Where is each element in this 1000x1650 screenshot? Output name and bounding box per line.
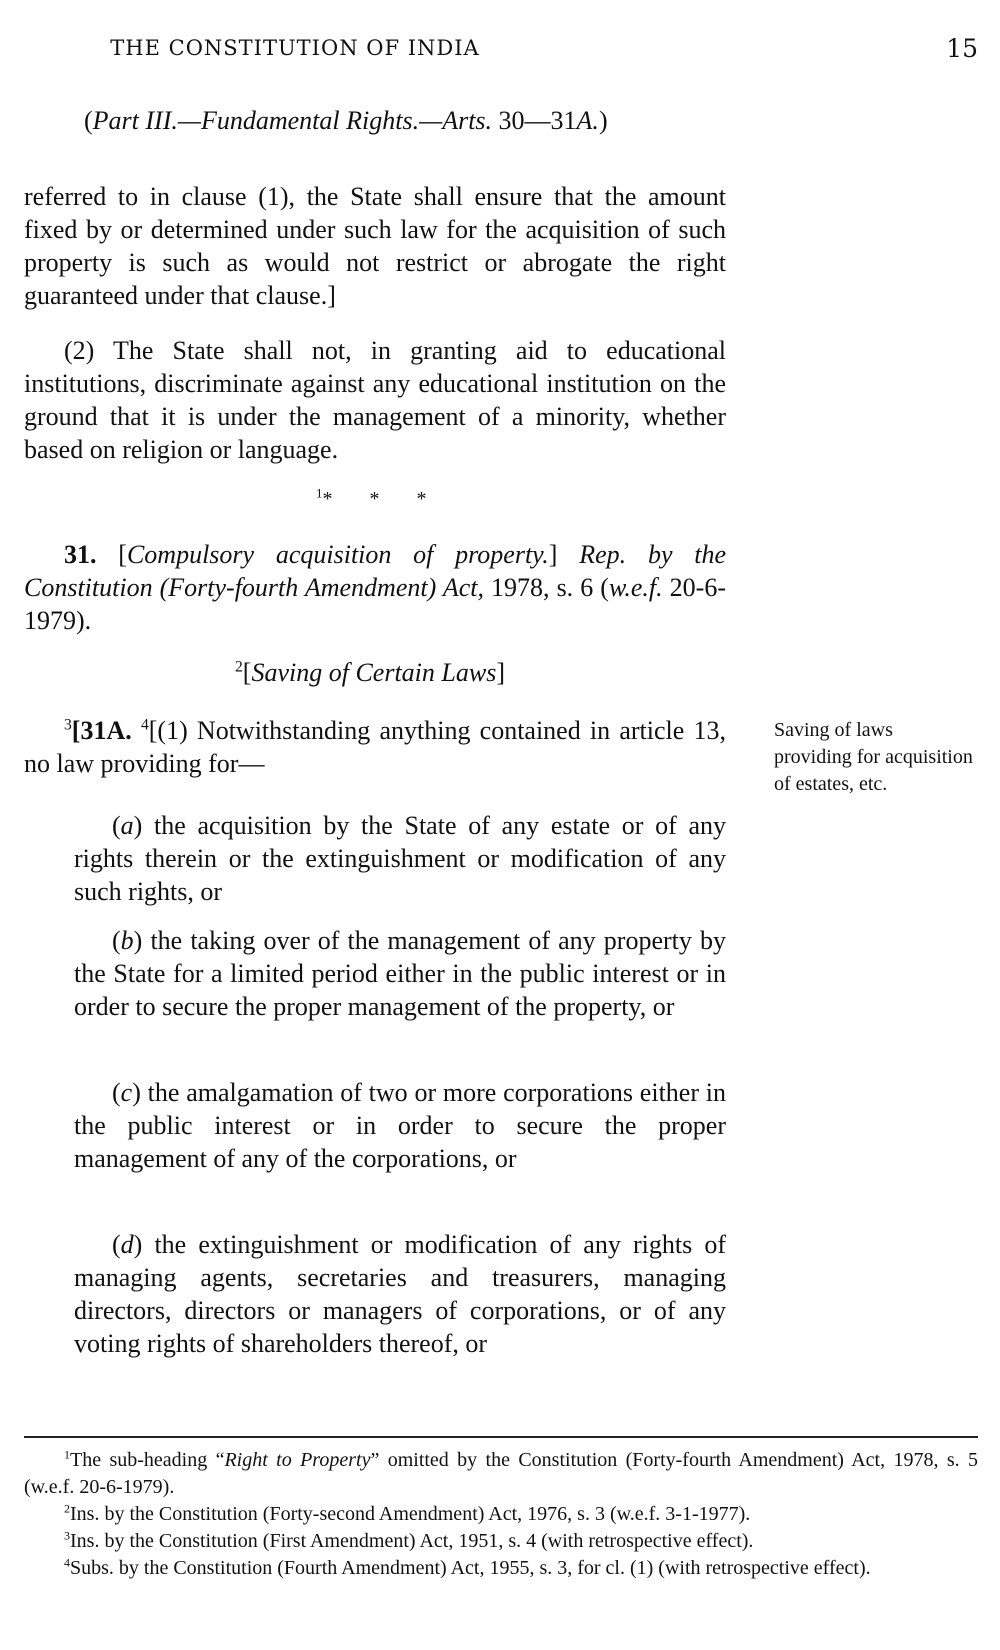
page-number: 15 [946,34,978,63]
subheading-close: ] [496,658,505,687]
clause-a: (a) the acquisition by the State of any estate or of any rights therein or the extinguishment or modification of any such rights, or [74,811,726,906]
article-31-bracket-open: [ [118,540,127,569]
article-31-wef: w.e.f. [608,573,663,602]
part-heading [84,106,608,136]
stars-text: * * * [322,488,427,510]
part-heading-close: ) [598,106,608,135]
clause-b: (b) the taking over of the management of any property by the State for a limited period either in the public interest or in order to secure the proper management of the property, or [74,926,726,1021]
clause-c-label: c [120,1078,133,1107]
footnote-text: Ins. by the Constitution (Forty-second Amendment) Act, 1976, s. 3 (w.e.f. 3-1-1977). [70,1503,751,1525]
footnote-2 [24,1501,978,1528]
footnote-ref-2: 2 [235,658,243,676]
footnote-marker: 4 [64,1555,70,1570]
footnote-text-post: ” omitted by the Constitution (Forty-fourth Amendment) Act, 1978, s. 5 (w.e.f. 20-6-1979). [24,1449,978,1498]
footnote-ref-4: 4 [140,716,149,734]
clause-b-text: the taking over of the management of any property by the State for a limited period either in the public interest or in order to secure the proper management of the property, or [74,926,726,1021]
article-31-repealed-by: Rep. by the Constitution (Forty-fourth Amendment) Act, [24,540,727,602]
article-31-date: 20-6-1979). [24,573,726,635]
clause-a-label: a [120,811,134,840]
margin-note: Saving of laws providing for acquisition of estates, etc. [774,719,973,795]
article-31-number: 31. [64,540,97,569]
footnote-divider [24,1436,978,1438]
article-30-continuation: referred to in clause (1), the State shall ensure that the amount fixed by or determined under such law for the acquisition of such property is such as would not restrict or abrogate the right guaranteed under that clause.] [24,182,726,310]
article-31-year-section: 1978, s. 6 ( [491,573,609,602]
subheading-text: Saving of Certain Laws [251,658,497,687]
footnote-ref-1: 1 [316,485,323,501]
subheading [235,658,505,688]
part-heading-range: 30—31 [498,106,577,135]
part-heading-open: ( [84,106,93,135]
subheading-open: [ [242,658,252,687]
article-31 [24,538,726,637]
footnote-1 [24,1447,978,1501]
part-heading-title: Part III.—Fundamental Rights.—Arts. [92,106,493,135]
footnote-3 [24,1528,978,1555]
footnote-marker: 1 [64,1447,70,1462]
footnote-ref-3: 3 [64,716,72,734]
footnote-italic: Right to Property [224,1449,371,1471]
running-header-title: THE CONSTITUTION OF INDIA [110,36,480,60]
clause-b-label: b [120,926,134,955]
article-31A-opening [24,714,726,780]
footnote-marker: 3 [64,1528,70,1543]
footnote-text: The sub-heading “ [70,1449,225,1471]
clause-d-text: the extinguishment or modification of any rights of managing agents, secretaries and treasurers, managing directors, directors or managers of corporations, or of any voting rights of shareholders thereof, or [74,1230,726,1358]
part-heading-range-suffix: A. [576,106,599,135]
clause-d: (d) the extinguishment or modification of any rights of managing agents, secretaries and treasurers, managing directors, directors or managers of corporations, or of any voting rights of shareholders thereof, or [74,1230,726,1358]
clause-c: (c) the amalgamation of two or more corporations either in the public interest or in order to secure the proper management of any of the corporations, or [74,1078,726,1173]
footnote-text: Ins. by the Constitution (First Amendment) Act, 1951, s. 4 (with retrospective effect). [70,1530,754,1552]
article-30-clause-2: (2) The State shall not, in granting aid to educational institutions, discriminate against any educational institution on the ground that it is under the management of a minority, whether based on religion or language. [24,336,726,464]
article-31A-number: [31A. [71,716,132,745]
article-31-bracket-close: ] [548,540,558,569]
footnote-text: Subs. by the Constitution (Fourth Amendment) Act, 1955, s. 3, for cl. (1) (with retrospective effect). [70,1557,871,1579]
article-31-title: Compulsory acquisition of property. [126,540,549,569]
omission-stars [316,485,427,511]
clause-c-text: the amalgamation of two or more corporations either in the public interest or in order to secure the proper management of any of the corporations, or [74,1078,726,1173]
footnote-4 [24,1555,978,1582]
footnote-marker: 2 [64,1501,70,1516]
clause-d-label: d [120,1230,134,1259]
article-31A-opening-text: [(1) Notwithstanding anything contained in article 13, no law providing for— [24,716,727,778]
footnotes [24,1447,978,1582]
clause-a-text: the acquisition by the State of any estate or of any rights therein or the extinguishment or modification of any such rights, or [74,811,726,906]
